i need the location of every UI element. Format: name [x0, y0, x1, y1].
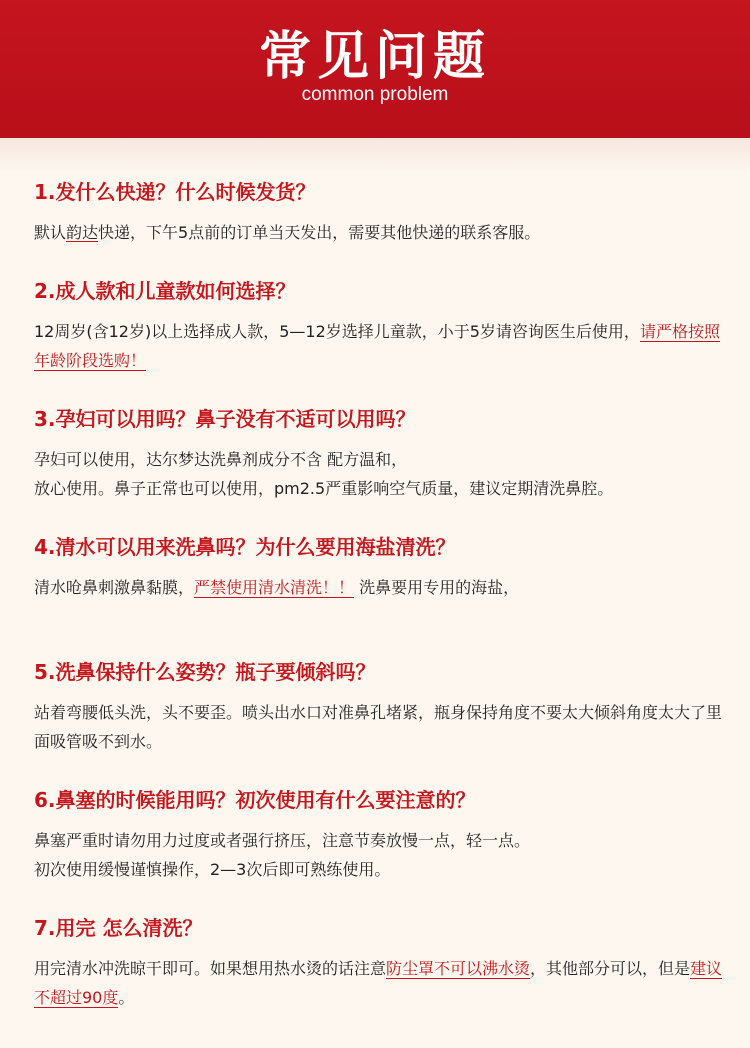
answer-text: ，其他部分可以，但是 [530, 959, 691, 978]
answer-line: 初次使用缓慢谨慎操作，2—3次后即可熟练使用。 [34, 860, 391, 879]
faq-question: 4.清水可以用来洗鼻吗？为什么要用海盐清洗？ [34, 535, 456, 559]
answer-text: 。 [118, 988, 135, 1007]
faq-question: 6.鼻塞的时候能用吗？初次使用有什么要注意的？ [34, 788, 476, 812]
faq-answer [34, 954, 724, 1012]
faq-answer: 站着弯腰低头洗，头不要歪。喷头出水口对准鼻孔堵紧，瓶身保持角度不要太大倾斜角度太大了里面吸管吸不到水。 [34, 703, 723, 751]
faq-question: 5.洗鼻保持什么姿势？瓶子要倾斜吗？ [34, 660, 376, 684]
faq-item-5 [34, 658, 724, 756]
header-divider-strip [0, 138, 750, 172]
answer-line: 鼻塞严重时请勿用力过度或者强行挤压，注意节奏放慢一点，轻一点。 [34, 831, 531, 850]
page-title: 常见问题 [258, 27, 491, 87]
answer-text: 清水呛鼻刺激鼻黏膜， [34, 578, 195, 597]
faq-answer [34, 218, 724, 247]
answer-highlight: 严禁使用清水清洗！！ [194, 578, 355, 597]
faq-answer [34, 317, 724, 375]
faq-item-4 [34, 533, 724, 602]
answer-text: 12周岁(含12岁)以上选择成人款，5—12岁选择儿童款，小于5岁请咨询医生后使用， [34, 322, 640, 341]
answer-text: 用完清水冲洗晾干即可。如果想用热水烫的话注意 [34, 959, 387, 978]
faq-item-7 [34, 914, 724, 1012]
faq-question: 2.成人款和儿童款如何选择？ [34, 279, 296, 303]
faq-answer [34, 573, 724, 602]
faq-question: 1.发什么快递？什么时候发货？ [34, 180, 316, 204]
answer-highlight: 建议不超过90度 [34, 959, 723, 1007]
answer-highlight: 防尘罩不可以沸水烫 [386, 959, 531, 978]
faq-item-1 [34, 178, 724, 247]
faq-item-6 [34, 786, 724, 884]
faq-answer [34, 445, 724, 503]
answer-highlight: 请严格按照年龄阶段选购！ [34, 322, 720, 370]
answer-line: 孕妇可以使用，达尔梦达洗鼻剂成分不含 配方温和， [34, 450, 408, 469]
header-banner [0, 0, 750, 138]
answer-text: 洗鼻要用专用的海盐， [359, 578, 520, 597]
answer-text: 默认 [34, 223, 67, 242]
faq-list [34, 172, 724, 1012]
answer-highlight: 韵达 [66, 223, 99, 242]
faq-question: 7.用完 怎么清洗？ [34, 916, 203, 940]
answer-text: 快递，下午5点前的订单当天发出，需要其他快递的联系客服。 [98, 223, 541, 242]
page-subtitle: common problem [301, 84, 449, 105]
answer-line: 放心使用。鼻子正常也可以使用，pm2.5严重影响空气质量，建议定期清洗鼻腔。 [34, 479, 614, 498]
faq-item-3 [34, 405, 724, 503]
faq-question: 3.孕妇可以用吗？鼻子没有不适可以用吗？ [34, 407, 416, 431]
faq-answer [34, 826, 724, 884]
faq-item-2 [34, 277, 724, 375]
